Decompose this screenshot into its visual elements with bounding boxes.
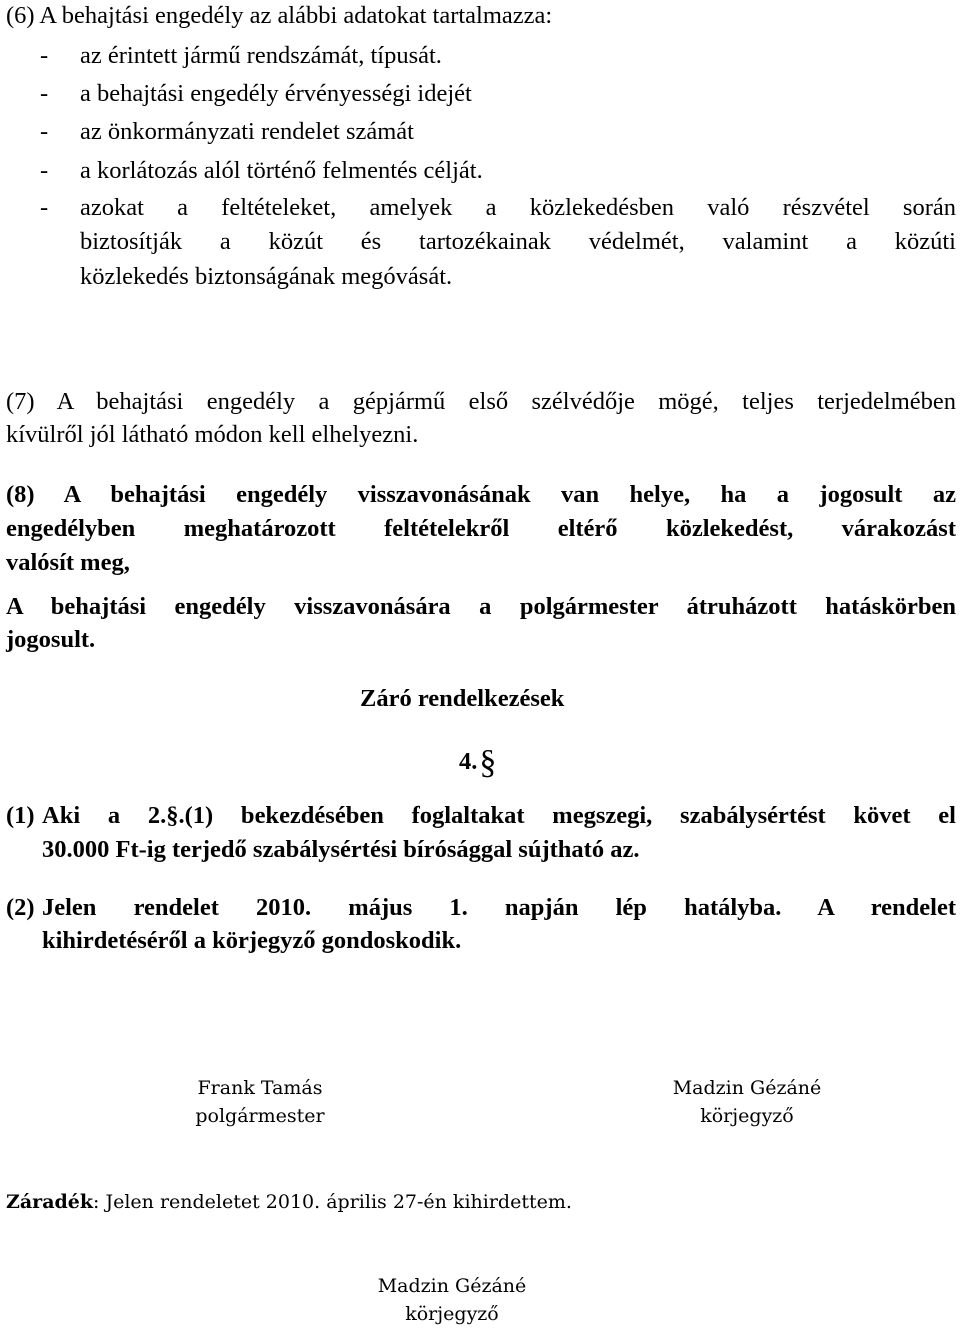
signature-left [160,1074,360,1130]
list-dash: - [40,157,49,184]
zaradek-label: Záradék [6,1191,94,1213]
zaradek-text: : Jelen rendeletet 2010. április 27-én kihirdettem. [93,1191,572,1213]
signature-right [647,1074,847,1130]
signer-name: Madzin Gézáné [377,1275,527,1297]
signer-name: Madzin Gézáné [672,1077,822,1099]
signer-title: polgármester [195,1105,325,1127]
list-item-line: közlekedés biztonságának megóvását. [80,263,453,290]
zaradek-line [6,1188,572,1216]
list-dash: - [40,194,49,221]
section6-heading: (6) A behajtási engedély az alábbi adatokat tartalmazza: [6,2,553,29]
section8-line: A behajtási engedély visszavonására a polgármester átruházott hatáskörben [6,593,956,620]
section8-line: valósít meg, [6,549,130,576]
section8-line: jogosult. [6,626,96,653]
paragraph-number: (1) [6,802,35,829]
list-item-line: azokat a feltételeket, amelyek a közlekedésben való részvétel során [80,194,956,221]
list-dash: - [40,80,49,107]
signer-title: körjegyző [405,1303,499,1325]
section7-line: (7) A behajtási engedély a gépjármű első szélvédője mögé, teljes terjedelmében [6,388,956,415]
closing-p1-line: 30.000 Ft-ig terjedő szabálysértési bírósággal sújtható az. [42,836,640,863]
closing-p2-line: Jelen rendelet 2010. május 1. napján lép hatályba. A rendelet [42,894,956,921]
list-item-line: biztosítják a közút és tartozékainak védelmét, valamint a közúti [80,228,956,255]
list-dash: - [40,42,49,69]
list-item: a korlátozás alól történő felmentés célját. [80,157,483,184]
list-dash: - [40,118,49,145]
section7-line: kívülről jól látható módon kell elhelyezni. [6,421,419,448]
signature-final [352,1272,552,1328]
list-item: az önkormányzati rendelet számát [80,118,414,145]
closing-p1-line: Aki a 2.§.(1) bekezdésében foglaltakat megszegi, szabálysértést követ el [42,802,956,829]
closing-p2-line: kihirdetéséről a körjegyző gondoskodik. [42,927,462,954]
section8-line: engedélyben meghatározott feltételekről eltérő közlekedést, várakozást [6,515,956,542]
list-item: a behajtási engedély érvényességi idejét [80,80,472,107]
closing-title: Záró rendelkezések [360,685,565,712]
list-item: az érintett jármű rendszámát, típusát. [80,42,442,69]
section8-line: (8) A behajtási engedély visszavonásának van helye, ha a jogosult az [6,481,956,508]
paragraph-number: (2) [6,894,35,921]
signer-name: Frank Tamás [197,1077,323,1099]
signer-title: körjegyző [700,1105,794,1127]
section-number: 4.§ [459,744,497,781]
paragraph-sign: § [479,744,497,781]
